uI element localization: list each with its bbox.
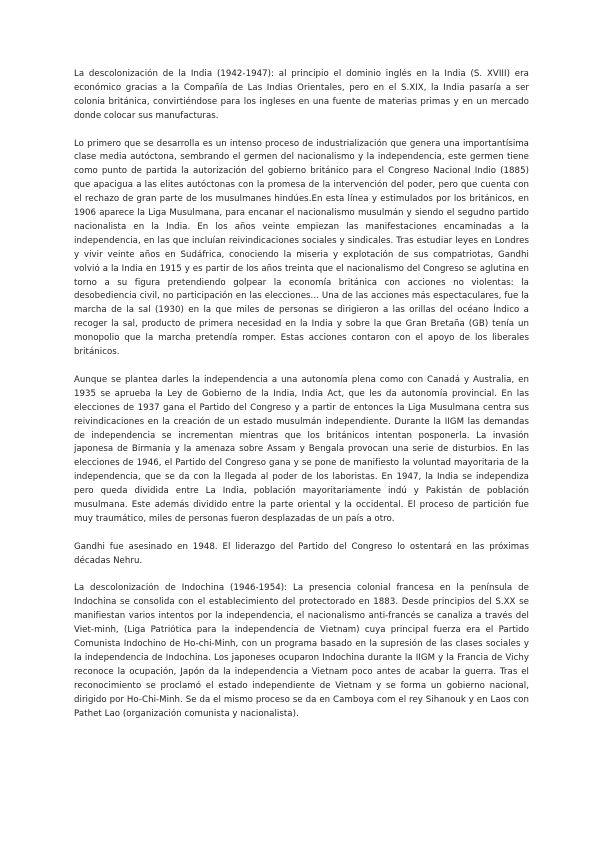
paragraph-india-nationalism: Lo primero que se desarrolla es un intenso proceso de industrialización que genera una importantísima clase media autóctona, sembrando el germen del nacionalismo y la independencia, este germen tiene como punto de partida la autorización del gobierno británico para el Congreso Nacional Indio (1885) que apacigua a las elites autóctonas con la promesa de la intervención del poder, pero que cuenta con el rechazo de gran parte de los musulmanes hindúes.En esta línea y estimulados por los británicos, en 1906 aparece la Liga Musulmana, para encanar el nacionalismo musulmán y siendo el segudno partido nacionalista en la India. En los años veinte empiezan las manifestaciones encaminadas a la independencia, en las que incluían reivindicaciones sociales y sindicales. Tras estudiar leyes en Londres y vivir veinte años en Sudáfrica, conociendo la miseria y explotación de sus compatriotas, Gandhi volvió a la India en 1915 y es partir de los años treinta que el nacionalismo del Congreso se aglutina en torno a su figura pretendiendo golpear la economía británica con acciones no violentas: la desobediencia civil, no participación en las elecciones... Una de las acciones más espectaculares, fue la marcha de la sal (1930) en la que miles de personas se dirigieron a las orillas del océano Índico a recoger la sal, producto de primera necesidad en la India y sobre la que Gran Bretaña (GB) tenía un monopolio que la marcha pretendía romper. Estas acciones contaron con el apoyo de los liberales británicos. xyxy=(74,138,529,358)
paragraph-gandhi-death: Gandhi fue asesinado en 1948. El liderazgo del Partido del Congreso lo ostentará en las próximas décadas Nehru. xyxy=(74,541,529,566)
document-body xyxy=(74,68,529,722)
paragraph-india-intro: La descolonización de la India (1942-1947): al principio el dominio inglés en la India (S. XVIII) era económico gracias a la Compañía de Las Indias Orientales, pero en el S.XIX, la India pasaría a ser colonia británica, convirtiéndose para los ingleses en una fuente de materias primas y en un mercado donde colocar sus manufacturas. xyxy=(74,69,529,121)
paragraph-india-independence: Aunque se plantea darles la independencia a una autonomía plena como con Canadá y Australia, en 1935 se aprueba la Ley de Gobierno de la India, India Act, que les da autonomía provincial. En las elecciones de 1937 gana el Partido del Congreso y a partir de entonces la Liga Musulmana centra sus reivindicaciones en la creación de un estado musulmán independiente. Durante la IIGM las demandas de independencia se incrementan mientras que los británicos intentan posponerla. La invasión japonesa de Birmania y la amenaza sobre Assam y Bengala provocan una serie de disturbios. En las elecciones de 1946, el Partido del Congreso gana y se pone de manifiesto la voluntad mayoritaria de la independencia, que se da con la llegada al poder de los laboristas. En 1947, la India se independiza pero queda dividida entre La India, población mayoritariamente indú y Pakistán de población musulmana. Este además dividido entre la parte oriental y la occidental. El proceso de partición fue muy traumático, miles de personas fueron desplazadas de un país a otro. xyxy=(74,374,529,524)
paragraph-indochina: La descolonización de Indochina (1946-1954): La presencia colonial francesa en la península de Indochina se consolida con el establecimiento del protectorado en 1883. Desde principios del S.XX se manifiestan varios intentos por la independencia, el nacionalismo anti-francés se canaliza a través del Viet-minh, (Liga Patriótica para la independencia de Vietnam) cuya principal fuerza era el Partido Comunista Indochino de Ho-chi-Minh, con un programa basado en la supresión de las clases sociales y la independencia de Indochina. Los japoneses ocuparon Indochina durante la IIGM y la Francia de Vichy reconoce la ocupación, Japón da la independencia a Vietnam poco antes de acabar la guerra. Tras el reconocimiento se proclamó el estado independiente de Vietnam y se forma un gobierno nacional, dirigido por Ho-Chi-Minh. Se da el mismo proceso se da en Camboya com el rey Sihanouk y en Laos con Pathet Lao (organización comunista y nacionalista). xyxy=(74,583,529,719)
